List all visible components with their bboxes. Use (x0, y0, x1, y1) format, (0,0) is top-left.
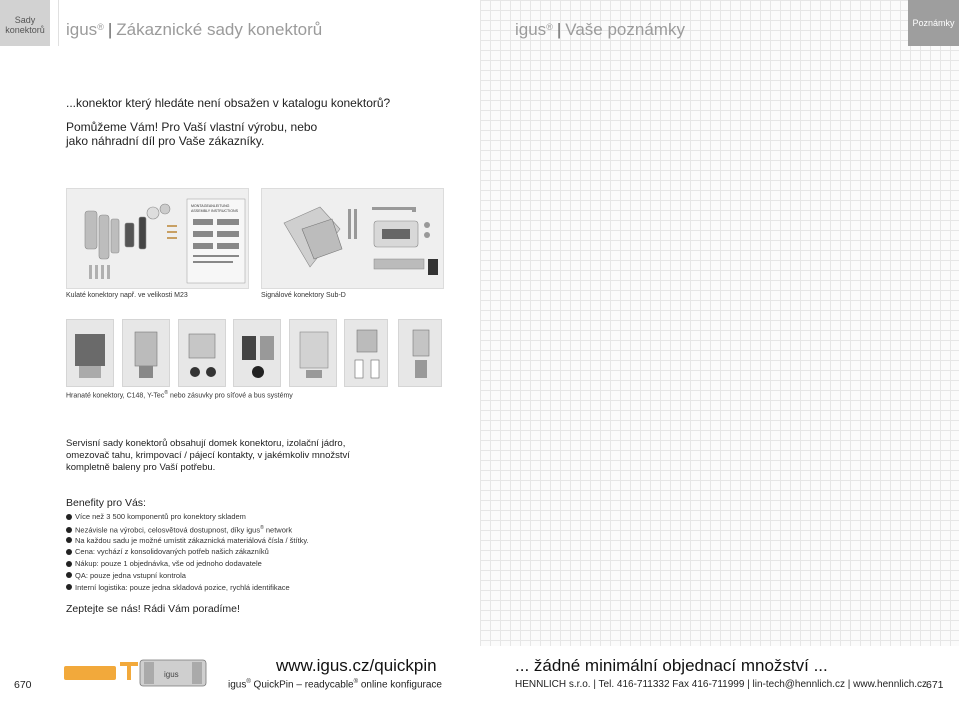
bullet-icon (66, 584, 72, 590)
no-minimum-order-slogan: ... žádné minimální objednací množství ... (515, 656, 828, 675)
bullet-icon (66, 572, 72, 578)
section-tab-line1: Sady (14, 15, 36, 25)
connector-bag-photo (233, 319, 281, 387)
intro-question: ...konektor který hledáte není obsažen v katalogu konektorů? (66, 96, 391, 110)
section-tab-line2: konektorů (5, 25, 45, 35)
round-connector-illustration (67, 189, 249, 289)
page-title-left: igus® | Zákaznické sady konektorů (66, 20, 323, 39)
subd-connector-illustration (262, 189, 444, 289)
page-title-right: igus® | Vaše poznámky (515, 20, 685, 39)
connector-bag-photo (398, 319, 442, 387)
bullet-icon (66, 527, 72, 533)
subd-connector-photo (261, 188, 444, 289)
sheet-title-2: ASSEMBLY INSTRUCTIONS (191, 209, 238, 213)
connector-bag-photo (66, 319, 114, 387)
connector-bag-photo (178, 319, 226, 387)
benefit-item: Více než 3 500 komponentů pro konektory skladem (66, 511, 309, 523)
bullet-icon (66, 514, 72, 520)
quickpin-illustration (64, 658, 212, 688)
benefit-item: Nákup: pouze 1 objednávka, vše od jednoho dodavatele (66, 558, 309, 570)
bullet-icon (66, 549, 72, 555)
quickpin-label: igus (164, 670, 179, 679)
bullet-icon (66, 537, 72, 543)
sheet-title-1: MONTAGEANLEITUNG (191, 204, 230, 208)
quickpin-url[interactable]: www.igus.cz/quickpin (276, 656, 437, 675)
call-to-action: Zeptejte se nás! Rádi Vám poradíme! (66, 603, 240, 615)
page-number-right: 671 (926, 679, 944, 691)
benefits-title: Benefity pro Vás: (66, 497, 146, 509)
section-tab-right[interactable]: Poznámky (908, 0, 959, 46)
intro-help: Pomůžeme Vám! Pro Vaší vlastní výrobu, nebo jako náhradní díl pro Vaše zákazníky. (66, 120, 318, 148)
benefit-item: QA: pouze jedna vstupní kontrola (66, 570, 309, 582)
service-kits-text: Servisní sady konektorů obsahují domek konektoru, izolační jádro, omezovač tahu, krimpovací / pájecí kontakty, v jakémkoliv množství kompletně baleny pro Vaší potřebu. (66, 438, 350, 473)
dealer-contact: HENNLICH s.r.o. | Tel. 416-711332 Fax 416-711999 | lin-tech@hennlich.cz | www.hennlich.cz (515, 679, 928, 690)
page-number-left: 670 (14, 679, 32, 691)
bullet-icon (66, 561, 72, 567)
section-tab-left[interactable] (0, 0, 50, 46)
caption-rectangular-connectors: Hranaté konektory, C148, Y-Tec® nebo zásuvky pro síťové a bus systémy (66, 390, 293, 400)
benefit-item: Na každou sadu je možné umístit zákaznická materiálová čísla / štítky. (66, 535, 309, 547)
quickpin-product-image (64, 658, 212, 688)
connector-bag-photo (122, 319, 170, 387)
benefits-list (66, 511, 309, 594)
quickpin-config-text: igus® QuickPin – readycable® online konfigurace (228, 679, 442, 691)
connector-bag-photo (289, 319, 337, 387)
notes-grid-page (480, 0, 959, 701)
caption-subd-connectors: Signálové konektory Sub-D (261, 292, 346, 299)
header-divider (58, 0, 59, 46)
benefit-item: Nezávisle na výrobci, celosvětová dostupnost, díky igus® network (66, 523, 309, 535)
benefit-item: Cena: vychází z konsolidovaných potřeb našich zákazníků (66, 546, 309, 558)
benefit-item: Interní logistika: pouze jedna skladová pozice, rychlá identifikace (66, 582, 309, 594)
caption-round-connectors: Kulaté konektory např. ve velikosti M23 (66, 292, 188, 299)
round-connector-photo (66, 188, 249, 289)
connector-bag-photo (344, 319, 388, 387)
